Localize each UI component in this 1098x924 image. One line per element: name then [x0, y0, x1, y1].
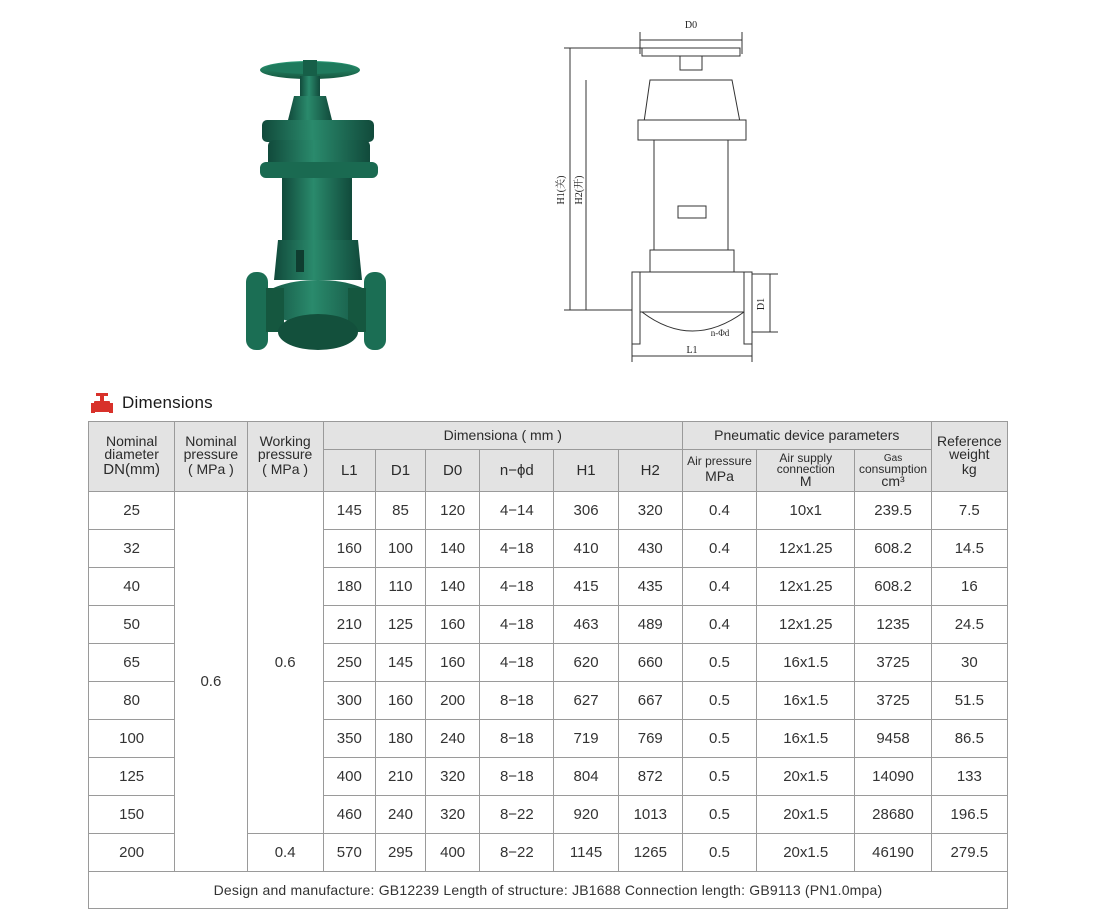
cell-dn: 40 — [89, 568, 175, 606]
cell-l1: 350 — [323, 720, 375, 758]
cell-h1: 306 — [554, 492, 618, 530]
cell-d1: 145 — [375, 644, 425, 682]
cell-air-pressure: 0.5 — [682, 834, 756, 872]
cell-air-supply: 16x1.5 — [757, 644, 855, 682]
header-h1: H1 — [554, 450, 618, 492]
cell-d1: 100 — [375, 530, 425, 568]
d0-label: D0 — [684, 20, 698, 31]
cell-d0: 160 — [426, 644, 480, 682]
table-row — [89, 492, 1008, 530]
cell-air-supply: 16x1.5 — [757, 682, 855, 720]
cell-dn: 150 — [89, 796, 175, 834]
cell-n-phi-d: 4−18 — [480, 644, 554, 682]
cell-air-supply: 16x1.5 — [757, 720, 855, 758]
valve-icon — [90, 391, 114, 415]
header-working-pressure: Working pressure ( MPa ) — [247, 422, 323, 492]
cell-gas-consumption: 3725 — [855, 644, 931, 682]
cell-air-pressure: 0.4 — [682, 568, 756, 606]
header-l1: L1 — [323, 450, 375, 492]
cell-air-supply: 20x1.5 — [757, 834, 855, 872]
cell-air-pressure: 0.4 — [682, 530, 756, 568]
standards-footer: Design and manufacture: GB12239 Length of structure: JB1688 Connection length: GB9113 (PN1.0mpa) — [89, 872, 1008, 909]
cell-l1: 250 — [323, 644, 375, 682]
cell-weight: 16 — [931, 568, 1007, 606]
cell-dn: 25 — [89, 492, 175, 530]
cell-d0: 160 — [426, 606, 480, 644]
cell-n-phi-d: 4−14 — [480, 492, 554, 530]
cell-air-pressure: 0.5 — [682, 758, 756, 796]
cell-gas-consumption: 9458 — [855, 720, 931, 758]
cell-l1: 210 — [323, 606, 375, 644]
cell-d1: 110 — [375, 568, 425, 606]
cell-d0: 140 — [426, 530, 480, 568]
cell-air-pressure: 0.4 — [682, 606, 756, 644]
cell-h2: 660 — [618, 644, 682, 682]
l1-label: L1 — [686, 345, 698, 356]
cell-h1: 620 — [554, 644, 618, 682]
cell-dn: 50 — [89, 606, 175, 644]
cell-weight: 30 — [931, 644, 1007, 682]
cell-weight: 51.5 — [931, 682, 1007, 720]
cell-gas-consumption: 46190 — [855, 834, 931, 872]
valve-product-image — [238, 50, 388, 355]
cell-weight: 24.5 — [931, 606, 1007, 644]
cell-l1: 145 — [323, 492, 375, 530]
cell-gas-consumption: 239.5 — [855, 492, 931, 530]
cell-h1: 719 — [554, 720, 618, 758]
cell-air-pressure: 0.5 — [682, 682, 756, 720]
cell-h1: 627 — [554, 682, 618, 720]
cell-l1: 570 — [323, 834, 375, 872]
dimensions-table — [88, 421, 1008, 909]
cell-dn: 100 — [89, 720, 175, 758]
cell-d1: 125 — [375, 606, 425, 644]
cell-h2: 872 — [618, 758, 682, 796]
cell-gas-consumption: 1235 — [855, 606, 931, 644]
cell-h2: 1265 — [618, 834, 682, 872]
cell-h2: 435 — [618, 568, 682, 606]
header-gas-consumption: Gas consumption cm³ — [855, 450, 931, 492]
cell-dn: 125 — [89, 758, 175, 796]
cell-n-phi-d: 4−18 — [480, 530, 554, 568]
cell-h2: 1013 — [618, 796, 682, 834]
header-dimensions-group: Dimensiona ( mm ) — [323, 422, 682, 450]
cell-h1: 463 — [554, 606, 618, 644]
cell-h2: 320 — [618, 492, 682, 530]
cell-n-phi-d: 4−18 — [480, 568, 554, 606]
cell-h2: 667 — [618, 682, 682, 720]
cell-d0: 200 — [426, 682, 480, 720]
cell-h2: 430 — [618, 530, 682, 568]
cell-nominal-pressure: 0.6 — [175, 492, 247, 872]
cell-l1: 460 — [323, 796, 375, 834]
cell-d0: 120 — [426, 492, 480, 530]
cell-gas-consumption: 14090 — [855, 758, 931, 796]
cell-n-phi-d: 8−22 — [480, 796, 554, 834]
header-d1: D1 — [375, 450, 425, 492]
cell-air-pressure: 0.5 — [682, 644, 756, 682]
cell-h1: 1145 — [554, 834, 618, 872]
cell-dn: 65 — [89, 644, 175, 682]
cell-l1: 400 — [323, 758, 375, 796]
cell-l1: 300 — [323, 682, 375, 720]
cell-air-supply: 12x1.25 — [757, 568, 855, 606]
cell-weight: 86.5 — [931, 720, 1007, 758]
cell-d0: 400 — [426, 834, 480, 872]
header-reference-weight: Reference weight kg — [931, 422, 1007, 492]
cell-gas-consumption: 608.2 — [855, 530, 931, 568]
cell-dn: 32 — [89, 530, 175, 568]
cell-gas-consumption: 608.2 — [855, 568, 931, 606]
cell-weight: 279.5 — [931, 834, 1007, 872]
header-air-pressure: Air pressure MPa — [682, 450, 756, 492]
header-nominal-pressure: Nominal pressure ( MPa ) — [175, 422, 247, 492]
section-title: Dimensions — [122, 393, 213, 412]
header-d0: D0 — [426, 450, 480, 492]
header-air-supply: Air supply connection M — [757, 450, 855, 492]
valve-dimension-drawing — [550, 10, 800, 370]
cell-n-phi-d: 8−22 — [480, 834, 554, 872]
cell-n-phi-d: 8−18 — [480, 682, 554, 720]
cell-n-phi-d: 4−18 — [480, 606, 554, 644]
cell-air-supply: 20x1.5 — [757, 796, 855, 834]
header-pneumatic-group: Pneumatic device parameters — [682, 422, 931, 450]
h1-label: H1(关) — [556, 175, 567, 205]
cell-air-pressure: 0.5 — [682, 796, 756, 834]
cell-air-supply: 12x1.25 — [757, 530, 855, 568]
cell-dn: 80 — [89, 682, 175, 720]
cell-air-supply: 12x1.25 — [757, 606, 855, 644]
cell-air-supply: 10x1 — [757, 492, 855, 530]
cell-h2: 489 — [618, 606, 682, 644]
cell-air-pressure: 0.4 — [682, 492, 756, 530]
cell-d1: 180 — [375, 720, 425, 758]
dimensions-heading — [90, 390, 213, 416]
cell-h1: 410 — [554, 530, 618, 568]
cell-weight: 7.5 — [931, 492, 1007, 530]
cell-h1: 920 — [554, 796, 618, 834]
cell-h1: 415 — [554, 568, 618, 606]
header-h2: H2 — [618, 450, 682, 492]
cell-weight: 14.5 — [931, 530, 1007, 568]
header-n-phi-d: n−ϕd — [480, 450, 554, 492]
cell-dn: 200 — [89, 834, 175, 872]
cell-air-pressure: 0.5 — [682, 720, 756, 758]
d1-label: D1 — [756, 297, 767, 311]
cell-d1: 160 — [375, 682, 425, 720]
cell-weight: 133 — [931, 758, 1007, 796]
nd-label: n-Φd — [710, 328, 730, 338]
cell-d0: 240 — [426, 720, 480, 758]
cell-air-supply: 20x1.5 — [757, 758, 855, 796]
cell-l1: 180 — [323, 568, 375, 606]
h2-label: H2(开) — [574, 175, 585, 205]
cell-d0: 320 — [426, 796, 480, 834]
cell-gas-consumption: 28680 — [855, 796, 931, 834]
cell-d1: 210 — [375, 758, 425, 796]
cell-n-phi-d: 8−18 — [480, 758, 554, 796]
cell-d1: 85 — [375, 492, 425, 530]
header-nominal-diameter: Nominal diameter DN(mm) — [89, 422, 175, 492]
cell-d1: 240 — [375, 796, 425, 834]
cell-h2: 769 — [618, 720, 682, 758]
cell-h1: 804 — [554, 758, 618, 796]
cell-n-phi-d: 8−18 — [480, 720, 554, 758]
cell-working-pressure-last: 0.4 — [247, 834, 323, 872]
cell-d1: 295 — [375, 834, 425, 872]
cell-working-pressure: 0.6 — [247, 492, 323, 834]
cell-weight: 196.5 — [931, 796, 1007, 834]
cell-d0: 140 — [426, 568, 480, 606]
cell-gas-consumption: 3725 — [855, 682, 931, 720]
cell-l1: 160 — [323, 530, 375, 568]
cell-d0: 320 — [426, 758, 480, 796]
